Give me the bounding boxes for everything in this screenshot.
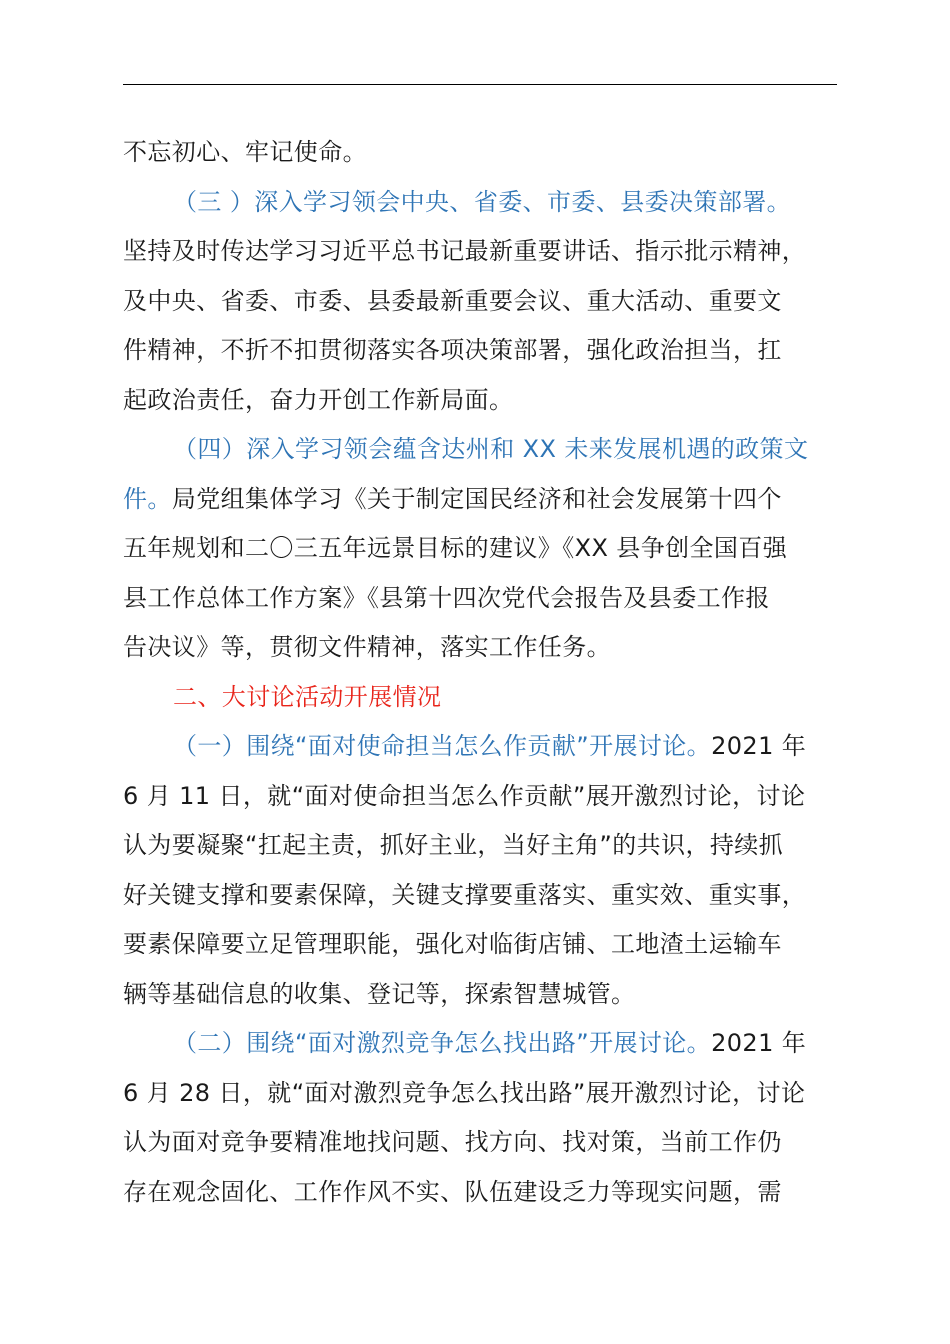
text-line-mixed xyxy=(123,475,851,525)
text-line: 坚持及时传达学习习近平总书记最新重要讲话、指示批示精神， xyxy=(123,237,807,265)
text-span: 2021 年 xyxy=(711,1029,807,1057)
text-line: 6 月 11 日，就“面对使命担当怎么作贡献”展开激烈讨论，讨论 xyxy=(123,781,806,810)
text-line: 认为要凝聚“扛起主责，抓好主业，当好主角”的共识，持续抓 xyxy=(123,831,784,859)
text-line: 五年规划和二〇三五年远景目标的建议》《XX 县争创全国百强 xyxy=(123,534,788,562)
text-span: 2021 年 xyxy=(711,732,807,760)
text-line: 要素保障要立足管理职能，强化对临街店铺、工地渣土运输车 xyxy=(123,930,782,958)
text-line: 件精神，不折不扣贯彻落实各项决策部署，强化政治担当，扛 xyxy=(123,336,782,364)
text-line-mixed xyxy=(123,1019,851,1069)
discussion-heading-2: （二）围绕“面对激烈竞争怎么找出路”开展讨论。 xyxy=(173,1029,712,1057)
section-heading-3: （三 ）深入学习领会中央、省委、市委、县委决策部署。 xyxy=(173,187,792,216)
chapter-heading-2: 二、大讨论活动开展情况 xyxy=(173,682,442,711)
text-line: 存在观念固化、工作作风不实、队伍建设乏力等现实问题，需 xyxy=(123,1177,782,1206)
header-rule xyxy=(123,84,837,85)
text-line: 认为面对竞争要精准地找问题、找方向、找对策，当前工作仍 xyxy=(123,1128,782,1156)
text-line: 及中央、省委、市委、县委最新重要会议、重大活动、重要文 xyxy=(123,286,782,315)
text-line: 告决议》等，贯彻文件精神，落实工作任务。 xyxy=(123,633,611,661)
section-heading-4: （四）深入学习领会蕴含达州和 XX 未来发展机遇的政策文 xyxy=(173,435,809,463)
text-line-mixed xyxy=(123,722,851,772)
text-line: 不忘初心、牢记使命。 xyxy=(123,138,367,166)
text-line: 好关键支撑和要素保障，关键支撑要重落实、重实效、重实事， xyxy=(123,880,807,909)
discussion-heading-1: （一）围绕“面对使命担当怎么作贡献”开展讨论。 xyxy=(173,732,712,760)
section-heading-4-cont: 件。 xyxy=(123,484,172,513)
document-body xyxy=(123,128,851,1217)
text-line: 县工作总体工作方案》《县第十四次党代会报告及县委工作报 xyxy=(123,583,770,612)
text-span: 局党组集体学习《关于制定国民经济和社会发展第十四个 xyxy=(171,484,782,513)
text-line: 辆等基础信息的收集、登记等，探索智慧城管。 xyxy=(123,979,636,1008)
text-line: 起政治责任，奋力开创工作新局面。 xyxy=(123,385,514,414)
text-line: 6 月 28 日，就“面对激烈竞争怎么找出路”展开激烈讨论，讨论 xyxy=(123,1078,806,1107)
